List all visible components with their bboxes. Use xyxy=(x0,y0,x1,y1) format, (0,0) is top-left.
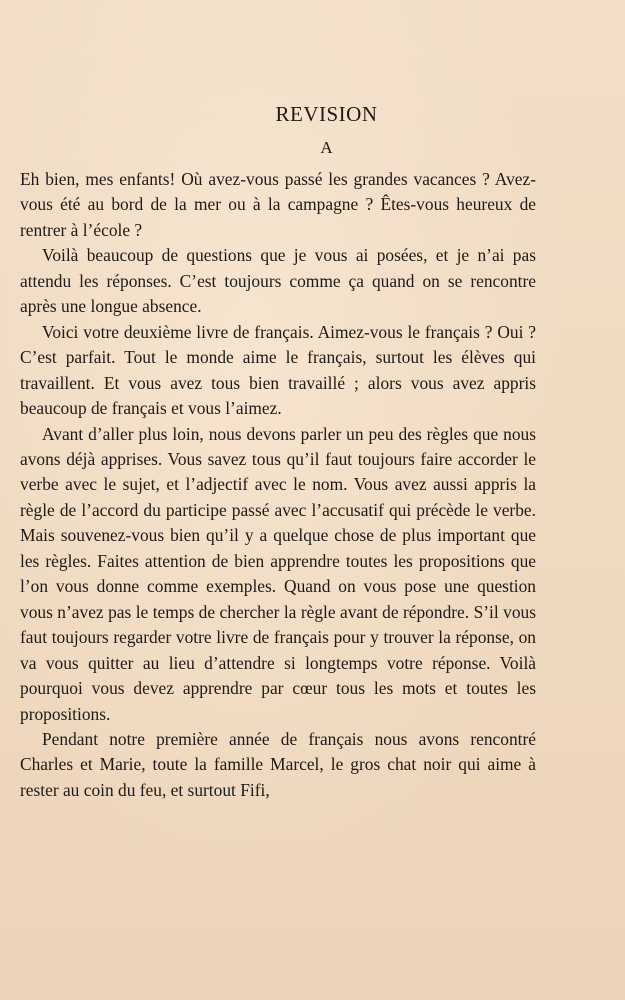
paragraph-2: Voilà beaucoup de questions que je vous ai posées, et je n’ai pas attendu les réponses. C’est toujours comme ça quand on se rencontre après une longue absence. xyxy=(20,245,536,317)
paragraph-5: Pendant notre première année de français nous avons rencontré Charles et Marie, toute la famille Marcel, le gros chat noir qui aime à rester au coin du feu, et surtout Fifi, xyxy=(20,728,536,800)
body-text xyxy=(20,167,536,803)
section-letter: A xyxy=(320,138,333,157)
paragraph-1: Eh bien, mes enfants! Où avez-vous passé les grandes vacances ? Avez-vous été au bord de la mer ou à la campagne ? Êtes-vous heureux de rentrer à l’école ? xyxy=(20,169,536,240)
paragraph-3: Voici votre deuxième livre de français. Aimez-vous le français ? Oui ? C’est parfait. Tout le monde aime le français, surtout les élèves qui travaillent. Et vous avez tous bien travaillé ; alors vous avez appris beaucoup de français et vous l’aimez. xyxy=(20,321,536,419)
paragraph-4: Avant d’aller plus loin, nous devons parler un peu des règles que nous avons déjà apprises. Vous savez tous qu’il faut toujours faire accorder le verbe avec le sujet, et l’adjectif avec le nom. Vous avez aussi appris la règle de l’accord du participe passé avec l’accusatif qui précède le verbe. Mais souvenez-vous bien qu’il y a quelque chose de plus important que les règles. Faites attention de bien apprendre toutes les propositions que l’on vous donne comme exemples. Quand on vous pose une question vous n’avez pas le temps de chercher la règle avant de répondre. S’il vous faut toujours regarder votre livre de français pour y trouver la réponse, on va vous quitter au lieu d’attendre si longtemps votre réponse. Voilà pourquoi vous devez apprendre par cœur tous les mots et toutes les propositions. xyxy=(20,423,536,724)
page-title: REVISION xyxy=(275,102,378,126)
